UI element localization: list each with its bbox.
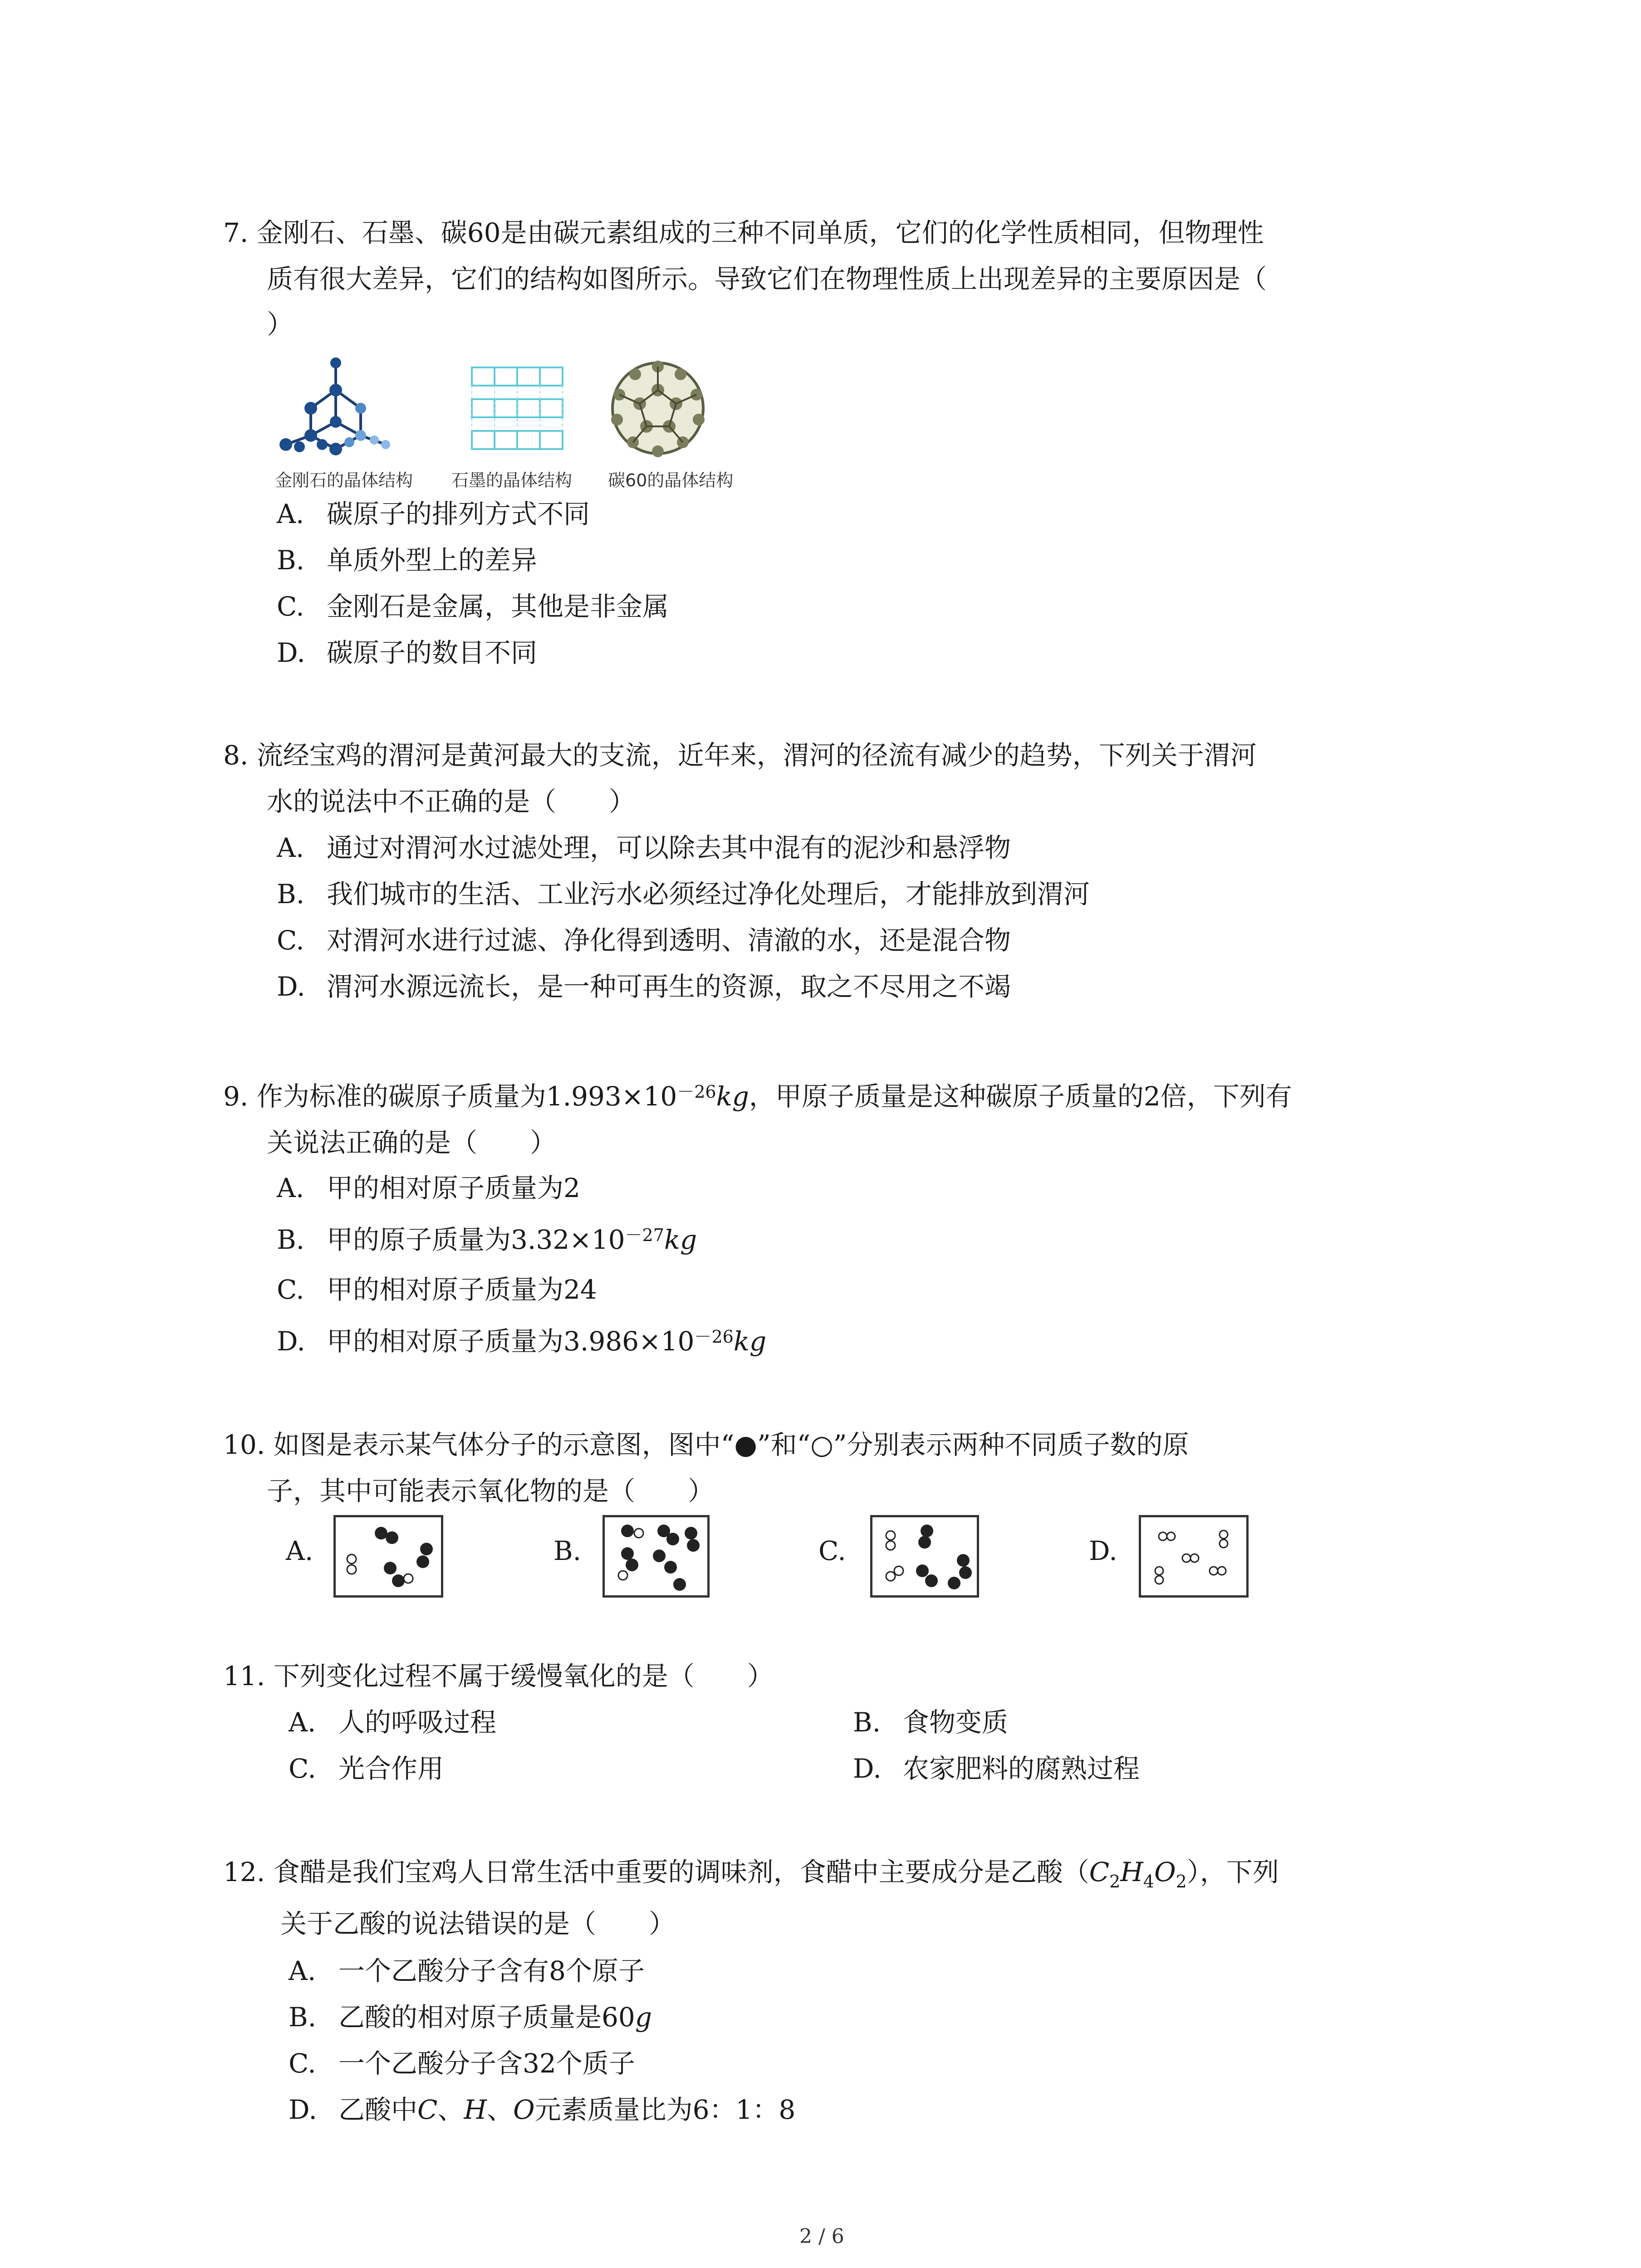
option-text: 单质外型上的差异 bbox=[327, 545, 538, 576]
q10-option-d-label[interactable]: D. bbox=[1089, 1535, 1117, 1566]
q9-option-b[interactable] bbox=[277, 1224, 697, 1256]
option-unit: kg bbox=[733, 1326, 767, 1357]
q7-line-1 bbox=[223, 217, 1264, 249]
q8-text-1: 流经宝鸡的渭河是黄河最大的支流，近年来，渭河的径流有减少的趋势，下列关于渭河 bbox=[256, 740, 1257, 771]
option-letter: D. bbox=[277, 1326, 305, 1357]
option-letter: D. bbox=[277, 637, 305, 668]
graphite-structure-figure bbox=[463, 358, 572, 458]
q10-line-2: 子，其中可能表示氧化物的是（ ） bbox=[267, 1476, 715, 1506]
option-text: 一个乙酸分子含有8个原子 bbox=[338, 1955, 645, 1986]
q11-option-c[interactable] bbox=[289, 1753, 444, 1784]
option-text: 碳原子的数目不同 bbox=[327, 637, 538, 668]
q7-option-d[interactable] bbox=[277, 637, 537, 669]
q11-option-a[interactable] bbox=[289, 1706, 496, 1738]
q11-text-1: 下列变化过程不属于缓慢氧化的是（ ） bbox=[273, 1661, 774, 1691]
option-letter: D. bbox=[277, 971, 305, 1002]
q8-line-1 bbox=[223, 739, 1257, 771]
q12-option-c[interactable] bbox=[289, 2048, 635, 2079]
option-text: 渭河水源远流长，是一种可再生的资源，取之不尽用之不竭 bbox=[327, 971, 1011, 1002]
q12-line-1 bbox=[223, 1856, 1279, 1891]
q8-option-c[interactable] bbox=[277, 924, 1011, 956]
q8-option-a[interactable] bbox=[277, 832, 1011, 864]
option-letter: C. bbox=[289, 1753, 316, 1784]
option-text: 对渭河水进行过滤、净化得到透明、清澈的水，还是混合物 bbox=[327, 925, 1011, 956]
option-text: 乙酸的相对原子质量是60 bbox=[338, 2002, 635, 2033]
option-text: 光合作用 bbox=[338, 1753, 444, 1784]
option-letter: A. bbox=[277, 832, 304, 863]
option-letter: A. bbox=[277, 499, 304, 529]
q7-option-b[interactable] bbox=[277, 544, 537, 576]
option-letter: B. bbox=[853, 1707, 881, 1738]
q8-option-d[interactable] bbox=[277, 971, 1011, 1002]
option-text: 一个乙酸分子含32个质子 bbox=[338, 2048, 635, 2079]
option-letter: B. bbox=[289, 2002, 317, 2033]
option-text: 乙酸中 bbox=[338, 2094, 418, 2125]
option-text: 甲的相对原子质量为2 bbox=[327, 1173, 580, 1203]
option-letter: B. bbox=[277, 1224, 305, 1255]
q9-option-c[interactable] bbox=[277, 1274, 597, 1305]
acetic-acid-formula: $C_2H_4O_2$ bbox=[1089, 1857, 1187, 1892]
option-text: 甲的相对原子质量为3.986×10 bbox=[327, 1326, 695, 1357]
option-text: 碳原子的排列方式不同 bbox=[327, 499, 590, 529]
q12-number: 12. bbox=[223, 1857, 265, 1887]
q12-line-2: 关于乙酸的说法错误的是（ ） bbox=[280, 1908, 676, 1939]
q8-option-b[interactable] bbox=[277, 878, 1090, 910]
option-text: 甲的相对原子质量为24 bbox=[327, 1274, 597, 1305]
q12-option-a[interactable] bbox=[289, 1955, 645, 1987]
q10-option-d-molecules[interactable] bbox=[1139, 1515, 1249, 1598]
q12-text-pre: 食醋是我们宝鸡人日常生活中重要的调味剂，食醋中主要成分是乙酸（ bbox=[273, 1857, 1089, 1887]
q9-unit: kg bbox=[716, 1081, 749, 1112]
q10-number: 10. bbox=[223, 1429, 265, 1460]
q9-text-post: ，甲原子质量是这种碳原子质量的2倍，下列有 bbox=[749, 1081, 1292, 1112]
q9-option-d[interactable] bbox=[277, 1325, 766, 1357]
q10-option-b-label[interactable]: B. bbox=[554, 1535, 582, 1566]
option-unit: kg bbox=[664, 1224, 697, 1255]
q7-option-a[interactable] bbox=[277, 498, 590, 530]
option-text: 甲的原子质量为3.32×10 bbox=[327, 1224, 625, 1255]
option-letter: D. bbox=[289, 2094, 317, 2125]
option-text: 金刚石是金属，其他是非金属 bbox=[327, 591, 669, 622]
option-letter: A. bbox=[289, 1955, 316, 1986]
q10-option-a-molecules[interactable] bbox=[333, 1515, 443, 1598]
caption-graphite: 石墨的晶体结构 bbox=[451, 470, 573, 490]
diamond-structure-figure bbox=[268, 354, 404, 458]
caption-c60: 碳60的晶体结构 bbox=[608, 470, 734, 490]
option-letter: B. bbox=[277, 545, 305, 576]
q9-exponent: －26 bbox=[677, 1082, 716, 1102]
option-letter: D. bbox=[853, 1753, 882, 1784]
option-letter: A. bbox=[289, 1707, 316, 1738]
option-text: 人的呼吸过程 bbox=[338, 1707, 497, 1738]
option-letter: C. bbox=[277, 1274, 304, 1305]
q8-number: 8. bbox=[223, 740, 249, 771]
caption-diamond: 金刚石的晶体结构 bbox=[275, 470, 413, 490]
option-letter: B. bbox=[277, 879, 305, 909]
q7-line-2: 质有很大差异，它们的结构如图所示。导致它们在物理性质上出现差异的主要原因是（ bbox=[267, 264, 1267, 294]
q12-option-b[interactable] bbox=[289, 2001, 652, 2033]
q9-line-2: 关说法正确的是（ ） bbox=[267, 1127, 557, 1158]
q8-line-2: 水的说法中不正确的是（ ） bbox=[267, 786, 636, 817]
page-number: 2 / 6 bbox=[799, 2225, 844, 2248]
q9-number: 9. bbox=[223, 1081, 249, 1112]
q10-option-c-molecules[interactable] bbox=[870, 1515, 979, 1598]
q9-line-1 bbox=[223, 1080, 1292, 1112]
q10-option-a-label[interactable]: A. bbox=[286, 1535, 314, 1566]
q10-option-b-molecules[interactable] bbox=[603, 1515, 710, 1598]
q9-option-a[interactable] bbox=[277, 1172, 580, 1204]
c60-structure-figure bbox=[603, 358, 712, 458]
q7-line-3: ） bbox=[267, 309, 294, 340]
option-letter: C. bbox=[277, 591, 304, 622]
option-exponent: －26 bbox=[694, 1327, 734, 1347]
q10-line-1 bbox=[223, 1429, 1189, 1461]
option-unit: g bbox=[635, 2002, 652, 2033]
q7-option-c[interactable] bbox=[277, 591, 669, 622]
q7-number: 7. bbox=[223, 217, 249, 248]
q11-number: 11. bbox=[223, 1661, 265, 1691]
q11-line-1 bbox=[223, 1660, 774, 1692]
option-letter: A. bbox=[277, 1173, 304, 1203]
q11-option-b[interactable] bbox=[853, 1706, 1008, 1738]
q10-text-1: 如图是表示某气体分子的示意图，图中“●”和“○”分别表示两种不同质子数的原 bbox=[273, 1429, 1189, 1460]
q10-option-c-label[interactable]: C. bbox=[818, 1535, 846, 1566]
option-text: 食物变质 bbox=[903, 1707, 1009, 1738]
q9-text-pre: 作为标准的碳原子质量为1.993×10 bbox=[256, 1081, 677, 1112]
option-exponent: －27 bbox=[625, 1225, 664, 1245]
option-text: 我们城市的生活、工业污水必须经过净化处理后，才能排放到渭河 bbox=[327, 879, 1090, 909]
q7-text-1: 金刚石、石墨、碳60是由碳元素组成的三种不同单质，它们的化学性质相同，但物理性 bbox=[256, 217, 1264, 248]
q11-option-d[interactable] bbox=[853, 1753, 1140, 1784]
q12-option-d[interactable]: D. 乙酸中C、H、O元素质量比为6：1：8 bbox=[289, 2094, 796, 2125]
option-text: 通过对渭河水过滤处理，可以除去其中混有的泥沙和悬浮物 bbox=[327, 832, 1011, 863]
q12-text-post: ），下列 bbox=[1186, 1857, 1279, 1887]
option-text: 农家肥料的腐熟过程 bbox=[903, 1753, 1140, 1784]
option-letter: C. bbox=[289, 2048, 316, 2079]
option-letter: C. bbox=[277, 925, 304, 956]
